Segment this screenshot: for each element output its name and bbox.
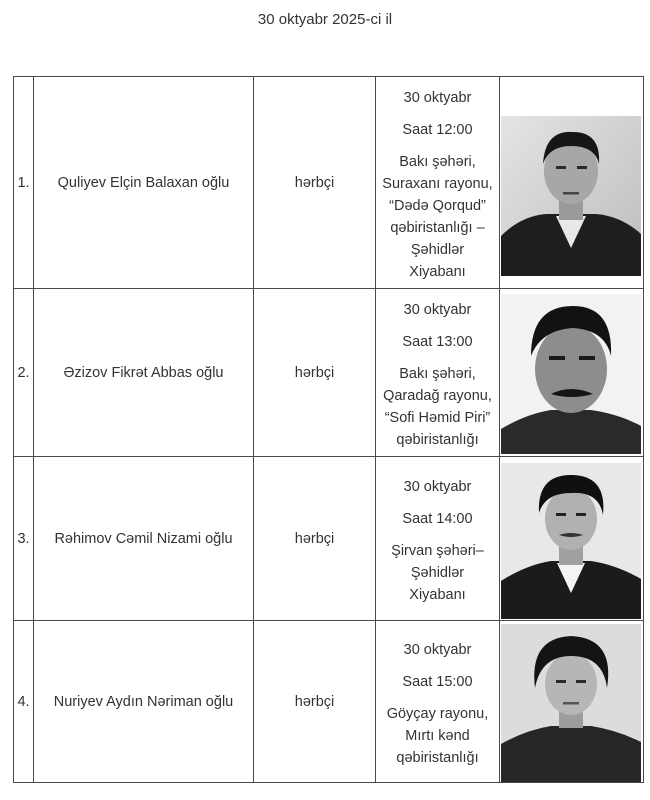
place-line: Göyçay rayonu, xyxy=(386,705,489,722)
ceremony-info xyxy=(376,77,500,289)
person-role: hərbçi xyxy=(254,289,376,457)
ceremony-time: Saat 13:00 xyxy=(402,333,473,350)
row-number: 3. xyxy=(14,457,34,621)
place-line: qəbiristanlığı xyxy=(396,749,479,766)
person-name: Nuriyev Aydın Nəriman oğlu xyxy=(34,621,254,783)
person-role: hərbçi xyxy=(254,457,376,621)
person-name: Quliyev Elçin Balaxan oğlu xyxy=(34,77,254,289)
place-line: Şəhidlər xyxy=(410,564,465,581)
photo-cell xyxy=(500,289,644,457)
row-number: 1. xyxy=(14,77,34,289)
table-row xyxy=(14,457,644,621)
table-row xyxy=(14,621,644,783)
ceremony-date: 30 oktyabr xyxy=(403,89,472,106)
place-line: Şəhidlər xyxy=(410,241,465,258)
portrait-image xyxy=(501,294,641,454)
place-line: qəbiristanlığı xyxy=(396,431,479,448)
ceremony-place xyxy=(376,363,499,451)
ceremony-date: 30 oktyabr xyxy=(403,641,472,658)
portrait-image xyxy=(501,624,641,782)
ceremony-place xyxy=(376,703,499,769)
row-number: 4. xyxy=(14,621,34,783)
place-line: Mırtı kənd xyxy=(405,727,470,744)
ceremony-info xyxy=(376,457,500,621)
ceremony-place xyxy=(376,540,499,606)
place-line: Bakı şəhəri, xyxy=(399,365,476,382)
place-line: Xiyabanı xyxy=(409,586,466,603)
person-name: Rəhimov Cəmil Nizami oğlu xyxy=(34,457,254,621)
ceremony-info xyxy=(376,621,500,783)
ceremony-date: 30 oktyabr xyxy=(403,478,472,495)
ceremony-time: Saat 12:00 xyxy=(402,121,473,138)
place-line: Bakı şəhəri, xyxy=(399,153,476,170)
portrait-photo xyxy=(501,116,641,276)
place-line: “Sofi Həmid Piri” xyxy=(384,409,491,426)
portrait-image xyxy=(501,463,641,619)
place-line: qəbiristanlığı – xyxy=(390,219,485,236)
row-number: 2. xyxy=(14,289,34,457)
ceremony-info xyxy=(376,289,500,457)
photo-cell xyxy=(500,77,644,289)
place-line: Xiyabanı xyxy=(409,263,466,280)
portrait-photo xyxy=(501,294,641,454)
table-row xyxy=(14,289,644,457)
place-line: Suraxanı rayonu, xyxy=(382,175,493,192)
ceremony-time: Saat 14:00 xyxy=(402,510,473,527)
portrait-photo xyxy=(501,624,641,782)
portrait-image xyxy=(501,116,641,276)
ceremony-date: 30 oktyabr xyxy=(403,301,472,318)
page-date: 30 oktyabr 2025-ci il xyxy=(257,11,393,28)
person-role: hərbçi xyxy=(254,621,376,783)
place-line: Qaradağ rayonu, xyxy=(383,387,492,404)
person-role: hərbçi xyxy=(254,77,376,289)
photo-cell xyxy=(500,457,644,621)
ceremony-place xyxy=(376,151,499,283)
photo-cell xyxy=(500,621,644,783)
portrait-photo xyxy=(501,463,641,619)
place-line: “Dədə Qorqud” xyxy=(389,197,486,214)
table-row xyxy=(14,77,644,289)
ceremony-time: Saat 15:00 xyxy=(402,673,473,690)
place-line: Şirvan şəhəri– xyxy=(391,542,484,559)
person-name: Əzizov Fikrət Abbas oğlu xyxy=(34,289,254,457)
burial-table xyxy=(13,76,644,783)
